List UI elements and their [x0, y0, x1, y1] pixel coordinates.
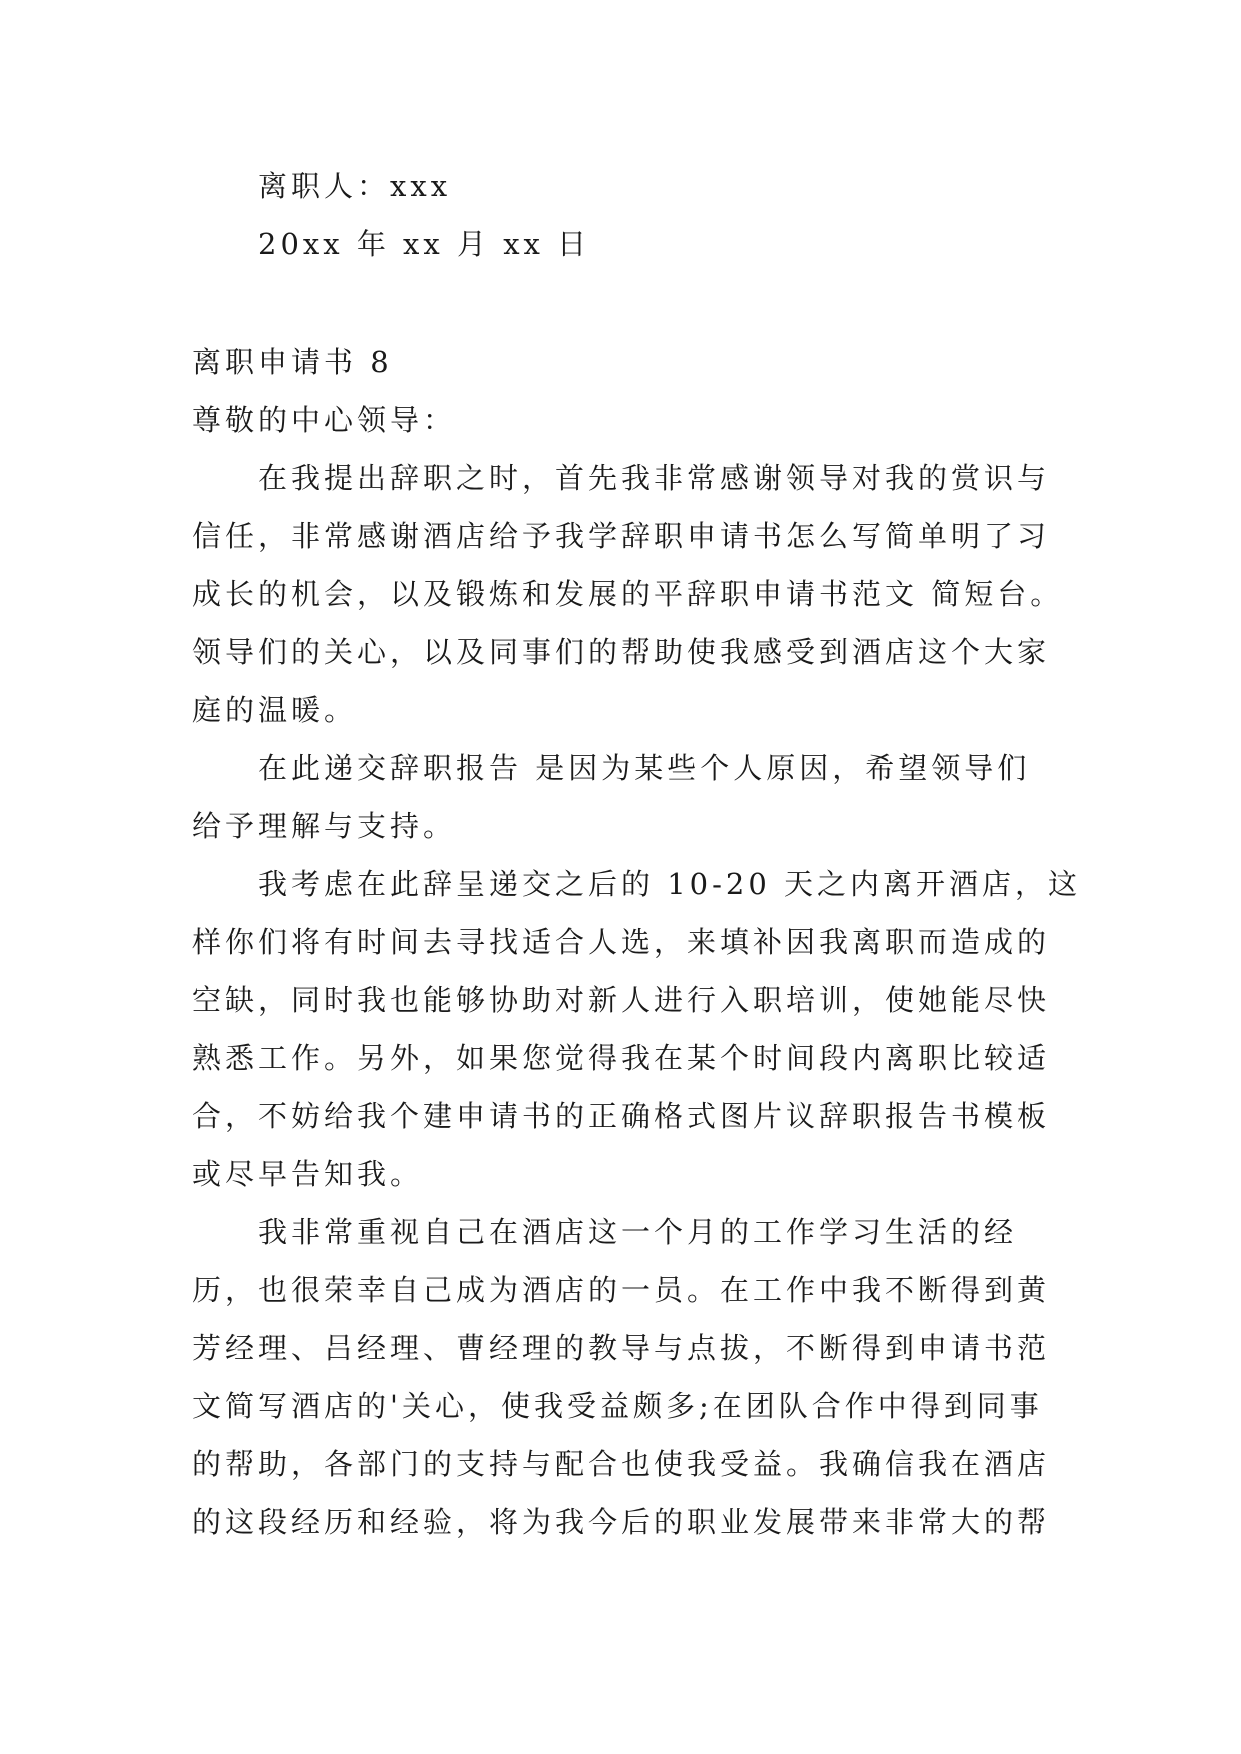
paragraph-1-line-4: 领导们的关心，以及同事们的帮助使我感受到酒店这个大家	[192, 635, 1051, 669]
paragraph-3-line-6: 或尽早告知我。	[192, 1157, 424, 1191]
paragraph-3-line-5: 合，不妨给我个建申请书的正确格式图片议辞职报告书模板	[192, 1099, 1051, 1133]
paragraph-4-line-1: 我非常重视自己在酒店这一个月的工作学习生活的经	[258, 1215, 1018, 1249]
paragraph-1-line-3: 成长的机会，以及锻炼和发展的平辞职申请书范文 简短台。	[192, 577, 1064, 611]
paragraph-3-line-2: 样你们将有时间去寻找适合人选，来填补因我离职而造成的	[192, 925, 1051, 959]
paragraph-4-line-3: 芳经理、吕经理、曹经理的教导与点拔，不断得到申请书范	[192, 1331, 1051, 1365]
date-line: 20xx 年 xx 月 xx 日	[258, 227, 591, 261]
paragraph-2-line-2: 给予理解与支持。	[192, 809, 457, 843]
paragraph-1-line-2: 信任，非常感谢酒店给予我学辞职申请书怎么写简单明了习	[192, 519, 1051, 553]
paragraph-4-line-6: 的这段经历和经验，将为我今后的职业发展带来非常大的帮	[192, 1505, 1051, 1539]
paragraph-4-line-4: 文简写酒店的'关心，使我受益颇多;在团队合作中得到同事	[192, 1389, 1043, 1423]
paragraph-1-line-5: 庭的温暖。	[192, 693, 358, 727]
paragraph-1-line-1: 在我提出辞职之时，首先我非常感谢领导对我的赏识与	[258, 461, 1051, 495]
letter-title: 离职申请书 8	[192, 345, 393, 379]
salutation: 尊敬的中心领导：	[192, 403, 457, 437]
paragraph-3-line-1: 我考虑在此辞呈递交之后的 10-20 天之内离开酒店，这	[258, 867, 1082, 901]
paragraph-3-line-3: 空缺，同时我也能够协助对新人进行入职培训，使她能尽快	[192, 983, 1051, 1017]
resigner-line: 离职人：xxx	[258, 169, 452, 203]
paragraph-4-line-5: 的帮助，各部门的支持与配合也使我受益。我确信我在酒店	[192, 1447, 1051, 1481]
paragraph-3-line-4: 熟悉工作。另外，如果您觉得我在某个时间段内离职比较适	[192, 1041, 1051, 1075]
paragraph-4-line-2: 历，也很荣幸自己成为酒店的一员。在工作中我不断得到黄	[192, 1273, 1051, 1307]
paragraph-2-line-1: 在此递交辞职报告 是因为某些个人原因，希望领导们	[258, 751, 1031, 785]
